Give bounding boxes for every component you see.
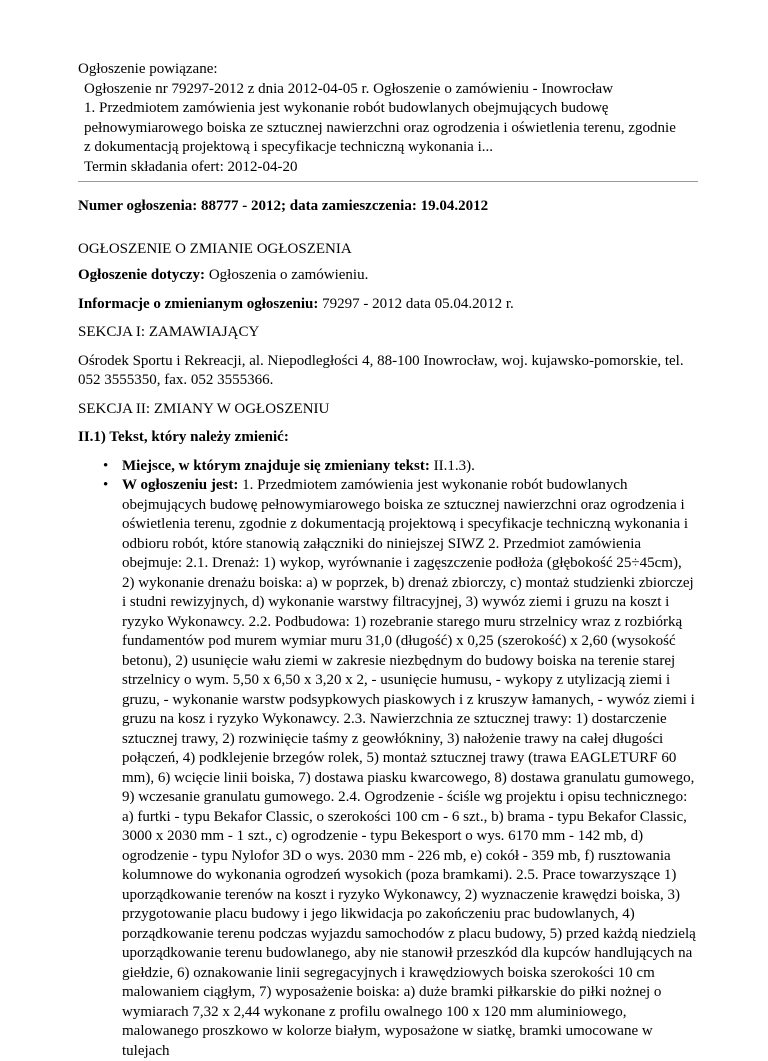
- bullet-icon: •: [103, 457, 108, 477]
- current-text-label: W ogłoszeniu jest:: [122, 477, 238, 493]
- related-notice-heading: Ogłoszenie powiązane:: [78, 60, 696, 80]
- current-text-value: 1. Przedmiotem zamówienia jest wykonanie robót budowlanych obejmujących budowę pełnowymiarowego boiska ze sztucznej nawierzchni oraz ogrodzenia i oświetlenia terenu, zgodnie z dokumentacją projektową i specyfikacje techniczną wykonania i odbioru robót, które stanowią załączniki do niniejszej SIWZ 2. Przedmiot zamówienia obejmuje: 2.1. Drenaż: 1) wykop, wyrównanie i zagęszczenie podłoża (głębokość 25÷45cm), 2) wykonanie drenażu boiska: a) w poprzek, b) drenaż zbiorczy, c) montaż studzienki zbiorczej i studni rewizyjnych, d) wykonanie warstwy filtracyjnej, 3) wywóz ziemi i gruzu na koszt i ryzyko Wykonawcy. 2.2. Podbudowa: 1) rozebranie starego muru strzelnicy wraz z rozbiórką fundamentów pod murem wymiar muru 31,0 (długość) x 0,25 (szerokość) x 2,60 (wysokość betonu), 2) usunięcie wału ziemi w zakresie niezbędnym do budowy boiska na terenie starej strzelnicy o wym. 5,50 x 6,50 x 3,20 x 2, - usunięcie humusu, - wykopy z utylizacją ziemi i gruzu, - wykonanie warstw podsypkowych piaskowych i z kruszyw łamanych, - wywóz ziemi i gruzu na kosz i ryzyko Wykonawcy. 2.3. Nawierzchnia ze sztucznej trawy: 1) dostarczenie sztucznej trawy, 2) rozwinięcie taśmy z geowłókniny, 3) nałożenie trawy na całej długości połączeń, 4) podklejenie brzegów rolek, 5) montaż sztucznej trawy (trawa EAGLETURF 60 mm), 6) wcięcie linii boiska, 7) dostawa piasku kwarcowego, 8) dostawa granulatu gumowego, 9) wczesanie granulatu gumowego. 2.4. Ogrodzenie - ściśle wg projektu i opisu technicznego: a) furtki - typu Bekafor Classic, o szerokości 100 cm - 6 szt., b) brama - typu Bekafor Classic, 3000 x 2030 mm - 1 szt., c) ogrodzenie - typu Bekesport o wys. 6170 mm - 142 mb, d) ogrodzenie - typu Nylofor 3D o wys. 2030 mm - 226 mb, e) cokół - 359 mb, f) rusztowania kolumnowe do wykonania ogrodzeń wysokich (poza bramkami). 2.5. Prace towarzyszące 1) uporządkowanie terenów na koszt i ryzyko Wykonawcy, 2) wyznaczenie krawędzi boiska, 3) przygotowanie placu budowy i jego likwidacja po zakończeniu prac budowlanych, 4) porządkowanie terenu podczas wyjazdu samochodów z placu budowy, 5) przed każdą niedzielą uporządkowanie terenu budowlanego, aby nie stanowił przeszkód dla kupców handlujących na giełdzie, 6) oznakowanie linii segregacyjnych i krawędziowych boiska szerokości 10 cm malowaniem ciągłym, 7) wyposażenie boiska: a) duże bramki piłkarskie do piłki nożnej o wymiarach 7,32 x 2,44 wykonane z profilu owalnego 100 x 120 mm aluminiowego, malowanego proszkowo w kolorze białym, wyposażone w siatkę, bramki umocowane w tulejach: [122, 477, 696, 1059]
- notice-type-title: OGŁOSZENIE O ZMIANIE OGŁOSZENIA: [78, 240, 696, 260]
- changed-notice-info: [78, 295, 696, 315]
- related-notice-block: [78, 60, 696, 177]
- bullet-icon: •: [103, 476, 108, 496]
- related-notice-deadline: Termin składania ofert: 2012-04-20: [84, 158, 696, 178]
- related-notice-summary-line: z dokumentacją projektową i specyfikacje techniczną wykonania i...: [84, 138, 696, 158]
- changed-notice-value: 79297 - 2012 data 05.04.2012 r.: [318, 296, 513, 312]
- section-i-heading: SEKCJA I: ZAMAWIAJĄCY: [78, 323, 696, 343]
- notice-concerns: [78, 266, 696, 286]
- change-location-value: II.1.3).: [430, 458, 475, 474]
- related-notice-summary-line: pełnowymiarowego boiska ze sztucznej nawierzchni oraz ogrodzenia i oświetlenia terenu, zgodnie: [84, 119, 696, 139]
- list-item: [122, 457, 696, 477]
- changes-list: [78, 457, 696, 1061]
- section-ii-heading: SEKCJA II: ZMIANY W OGŁOSZENIU: [78, 400, 696, 420]
- list-item: [122, 476, 696, 1061]
- changed-notice-label: Informacje o zmienianym ogłoszeniu:: [78, 296, 318, 312]
- related-notice-summary-line: 1. Przedmiotem zamówienia jest wykonanie robót budowlanych obejmujących budowę: [84, 99, 696, 119]
- notice-number-heading: Numer ogłoszenia: 88777 - 2012; data zamieszczenia: 19.04.2012: [78, 197, 696, 217]
- related-notice-body: [78, 80, 696, 178]
- change-location-label: Miejsce, w którym znajduje się zmieniany tekst:: [122, 458, 430, 474]
- contracting-authority-address: Ośrodek Sportu i Rekreacji, al. Niepodległości 4, 88-100 Inowrocław, woj. kujawsko-pomorskie, tel. 052 3555350, fax. 052 3555366.: [78, 352, 696, 391]
- separator-line: [78, 181, 698, 182]
- concerns-value: Ogłoszenia o zamówieniu.: [205, 267, 368, 283]
- concerns-label: Ogłoszenie dotyczy:: [78, 267, 205, 283]
- related-notice-link[interactable]: Ogłoszenie nr 79297-2012 z dnia 2012-04-05 r. Ogłoszenie o zamówieniu - Inowrocław: [84, 80, 696, 100]
- text-to-change-heading: II.1) Tekst, który należy zmienić:: [78, 428, 696, 448]
